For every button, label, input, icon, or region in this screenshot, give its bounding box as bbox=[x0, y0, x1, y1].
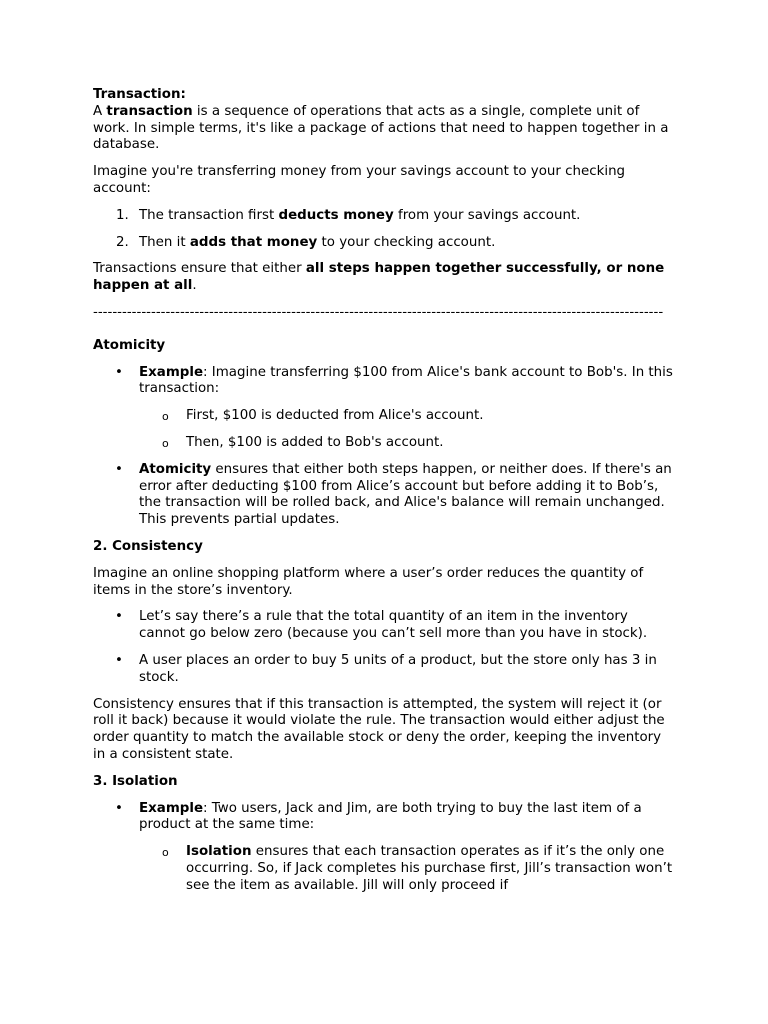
isolation-sub-list bbox=[139, 844, 675, 894]
list-item: • Atomicity ensures that either both steps happen, or neither does. If there's an error after deducting $100 from Alice’s account but before adding it to Bob’s, the transaction will be rolled back, and Alice's balance will remain unchanged. This prevents partial updates. bbox=[115, 461, 672, 528]
list-item: o Isolation ensures that each transaction operates as if it’s the only one occurring. So, if Jack completes his purchase first, Jill’s transaction won’t see the item as available. Jill will only proceed if bbox=[162, 844, 673, 893]
list-item: • Example: Imagine transferring $100 from Alice's bank account to Bob's. In this transaction: o First, $100 is deducted from Alice's account. o Then, $100 is added to Bob's account. bbox=[93, 365, 675, 452]
transaction-intro: A transaction is a sequence of operations that acts as a single, complete unit of work. In simple terms, it's like a package of actions that need to happen together in a database. bbox=[93, 103, 669, 153]
circle-bullet-icon: o bbox=[162, 436, 169, 450]
consistency-heading: 2. Consistency bbox=[93, 538, 203, 554]
bullet-icon: • bbox=[115, 652, 123, 668]
transaction-step: 1. The transaction first deducts money from your savings account. bbox=[116, 207, 581, 223]
atomicity-heading: Atomicity bbox=[93, 337, 166, 353]
consistency-conclusion: Consistency ensures that if this transaction is attempted, the system will reject it (or roll it back) because it would violate the rule. The transaction would either adjust the order quantity to match the available stock or deny the order, keeping the inventory in a consistent state. bbox=[93, 696, 665, 762]
bullet-icon: • bbox=[115, 461, 123, 477]
list-item: • A user places an order to buy 5 units of a product, but the store only has 3 in stock. bbox=[115, 652, 657, 685]
consistency-intro: Imagine an online shopping platform where a user’s order reduces the quantity of items in the store’s inventory. bbox=[93, 565, 644, 598]
divider-line: ---------------------------------------------------------------------------------------------------------------------- bbox=[93, 304, 664, 320]
list-item: • Let’s say there’s a rule that the total quantity of an item in the inventory cannot go below zero (because you can’t sell more than you have in stock). bbox=[115, 609, 648, 642]
transaction-heading: Transaction: bbox=[93, 87, 186, 102]
document-page bbox=[93, 87, 675, 894]
transaction-ensure: Transactions ensure that either all steps happen together successfully, or none happen at all. bbox=[93, 261, 665, 294]
list-item: • Example: Two users, Jack and Jim, are both trying to buy the last item of a product at the same time: o Isolation ensures that each transaction operates as if it’s the only one occurring. So, if Jack completes his purchase first, Jill’s transaction won’t see the item as available. Jill will only proceed if bbox=[93, 801, 675, 895]
atomicity-list bbox=[93, 365, 675, 529]
atomicity-sub-list bbox=[139, 408, 675, 452]
transaction-term: transaction bbox=[106, 103, 193, 119]
transaction-steps bbox=[93, 208, 675, 252]
list-item: o Then, $100 is added to Bob's account. bbox=[139, 435, 675, 452]
bullet-icon: • bbox=[115, 800, 123, 816]
isolation-list bbox=[93, 801, 675, 895]
list-item: o First, $100 is deducted from Alice's account. bbox=[139, 408, 675, 425]
transaction-imagine: Imagine you're transferring money from your savings account to your checking account: bbox=[93, 164, 626, 196]
circle-bullet-icon: o bbox=[162, 846, 169, 860]
consistency-list bbox=[93, 609, 675, 686]
bullet-icon: • bbox=[115, 364, 123, 380]
bullet-icon: • bbox=[115, 609, 123, 625]
isolation-heading: 3. Isolation bbox=[93, 773, 178, 789]
transaction-step: 2. Then it adds that money to your checking account. bbox=[116, 234, 496, 250]
circle-bullet-icon: o bbox=[162, 410, 169, 424]
